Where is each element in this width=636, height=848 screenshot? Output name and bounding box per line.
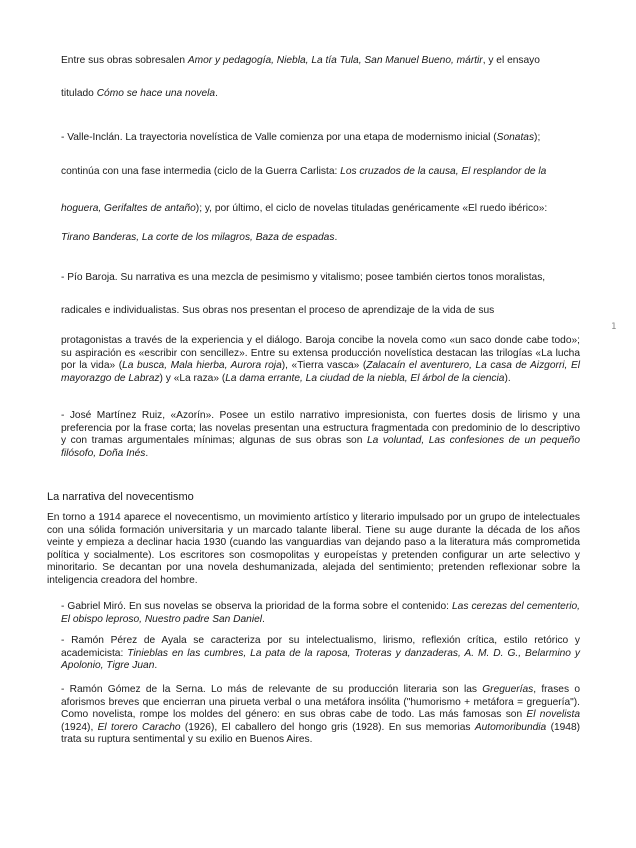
text-run: .	[334, 232, 338, 243]
text-run: radicales e individualistas. Sus obras nos presentan el proceso de aprendizaje de la vida de sus	[61, 305, 495, 316]
text-run: (1926), El caballero del hongo gris (1928). En sus memorias	[180, 721, 475, 733]
azorin-paragraph	[61, 410, 580, 460]
text-run: ); y, por último, el ciclo de novelas tituladas genéricamente «El ruedo ibérico»:	[195, 203, 548, 214]
novecentismo-intro: En torno a 1914 aparece el novecentismo, un movimiento artístico y literario impulsado por un grupo de intelectuales con una sólida formación universitaria y un marcado talante liberal. Tiene su auge durante la década de los años veinte y empieza a declinar hacia 1930 (cuando las vanguardias van dejando paso a la literatura más comprometida política y socialmente). Los escritores son cosmopolitas y europeístas y pretenden configurar un arte selectivo y minoritario. Se decantan por una novela deshumanizada, alejada del sentimiento; pretenden reflexionar sobre la inteligencia creadora del hombre.	[47, 512, 580, 586]
text-run: Entre sus obras sobresalen	[61, 55, 188, 66]
work-titles: hoguera, Gerifaltes de antaño	[61, 203, 196, 214]
miro-paragraph	[61, 601, 580, 626]
text-run: - Valle-Inclán. La trayectoria novelística de Valle comienza por una etapa de modernismo inicial (	[61, 132, 497, 143]
text-run: - Pío Baroja. Su narrativa es una mezcla de pesimismo y vitalismo; posee también ciertos tonos moralistas,	[61, 272, 546, 283]
unamuno-works-line-2	[61, 88, 218, 100]
work-titles: La busca, Mala hierba, Aurora roja	[122, 360, 282, 372]
work-title: El novelista	[526, 709, 580, 721]
work-titles: La dama errante, La ciudad de la niebla, El árbol de la ciencia	[225, 372, 505, 384]
work-titles: Zalacaín el aventurero, La casa de Aizgorri, El mayorazgo de Labraz	[61, 360, 581, 384]
unamuno-works-line-1	[61, 55, 540, 67]
text-run: continúa con una fase intermedia (ciclo de la Guerra Carlista:	[61, 166, 341, 177]
text-run: .	[262, 613, 265, 625]
text-run: - Ramón Gómez de la Serna. Lo más de relevante de su producción literaria son las	[61, 684, 483, 695]
work-title: Cómo se hace una novela	[96, 88, 216, 99]
valle-line-3	[61, 203, 547, 215]
text-run: );	[534, 132, 541, 143]
work-title: Sonatas	[496, 132, 535, 143]
section-heading: La narrativa del novecentismo	[47, 491, 194, 503]
text-run: ), «Tierra vasca» (	[281, 360, 367, 372]
valle-line-4	[61, 232, 337, 244]
work-titles: Los cruzados de la causa, El resplandor de la	[340, 166, 547, 177]
baroja-line-2	[61, 305, 494, 317]
work-title: El torero Caracho	[97, 721, 181, 733]
work-titles: Amor y pedagogía, Niebla, La tía Tula, San Manuel Bueno, mártir	[187, 55, 483, 66]
valle-line-2	[61, 166, 546, 178]
text-run: protagonistas a través de la experiencia y el diálogo. Baroja concibe la novela como «un saco donde cabe todo»; su aspiración es «escribir con sencillez». Entre su extensa producción novelística destacan las trilogías «La lucha por la vida» (	[61, 335, 580, 372]
text-run: , frases o aforismos breves que encierran una pirueta verbal o una metáfora insólita ("humorismo + metáfora = greguería"). Como novelista, rompe los moldes del género: en sus obras cabe de todo. Las más famosas son	[61, 684, 580, 721]
valle-line-1	[61, 132, 540, 144]
text-run: (1948) trata su ruptura sentimental y su exilio en Buenos Aires.	[61, 721, 581, 746]
work-titles: Las cerezas del cementerio, El obispo leproso, Nuestro padre San Daniel	[61, 601, 580, 625]
text-run: .	[154, 660, 158, 672]
baroja-paragraph	[61, 335, 580, 385]
baroja-line-1	[61, 272, 545, 284]
work-title: Automoribundia	[474, 721, 547, 733]
page-number: 1	[611, 322, 617, 332]
gomez-paragraph	[61, 684, 580, 747]
work-titles: La voluntad, Las confesiones de un pequeño filósofo, Doña Inés	[61, 435, 581, 459]
text-run: - Ramón Pérez de Ayala se caracteriza por su intelectualismo, lirismo, reflexión crítica, estilo retórico y academicista:	[61, 635, 580, 659]
text-run: , y el ensayo	[482, 55, 540, 66]
text-run: titulado	[61, 88, 97, 99]
text-run: .	[215, 88, 218, 99]
text-run: ) y «La raza» (	[159, 372, 226, 384]
text-run: (1924),	[61, 721, 98, 733]
text-run: ).	[504, 372, 511, 384]
text-run: - José Martínez Ruiz, «Azorín». Posee un estilo narrativo impresionista, con fuertes dosis de lirismo y una preferencia por la frase corta; las novelas presentan una estructura fragmentada con predominio de lo descriptivo y con tramas argumentales mínimas; algunas de sus obras son	[61, 410, 580, 447]
text-run: - Gabriel Miró. En sus novelas se observa la prioridad de la forma sobre el contenido:	[61, 601, 452, 612]
work-titles: Tirano Banderas, La corte de los milagros, Baza de espadas	[61, 232, 335, 243]
work-title: Greguerías	[482, 684, 534, 695]
text-run: .	[145, 447, 149, 459]
work-titles: Tinieblas en las cumbres, La pata de la raposa, Troteras y danzaderas, A. M. D. G., Belarmino y Apolonio, Tigre Juan	[61, 647, 580, 672]
ayala-paragraph	[61, 635, 580, 673]
